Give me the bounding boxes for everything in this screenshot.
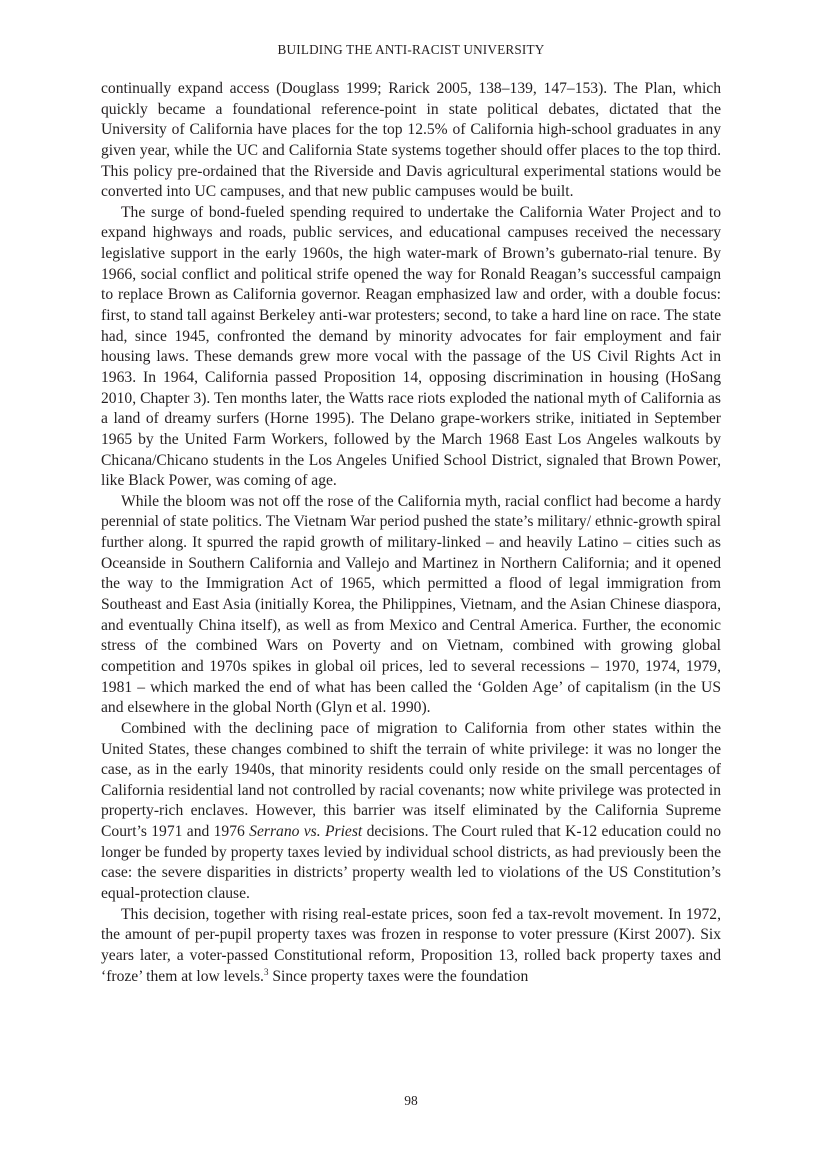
paragraph-text: decisions. The Court ruled that K-12 education could no longer be funded by property taxes levied by individual school districts, as had previously been the case: the severe disparities in districts’ property wealth led to violations of the US Constitution’s equal-protection clause. [101,823,722,902]
paragraph-text: Combined with the declining pace of migration to California from other states within the United States, these changes combined to shift the terrain of white privilege: it was no longer the case, as in the early 1940s, that minority residents could only reside on the small percentages of California residential land not controlled by racial covenants; now white privilege was protected in property-rich enclaves. However, this barrier was itself eliminated by the California Supreme Court’s 1971 and 1976 [101,719,721,841]
footnote-reference[interactable]: 3 [263,966,269,977]
paragraph-text: continually expand access (Douglass 1999; Rarick 2005, 138–139, 147–153). The Plan, which quickly became a foundational reference-point in state political debates, dictated that the University of California have places for the top 12.5% of California high-school graduates in any given year, while the UC and California State systems together should offer places to the top third. This policy pre-ordained that the Riverside and Davis agricultural experimental stations would be converted into UC campuses, and that new public campuses would be built. [101,80,721,201]
case-name-italic: Serrano vs. Priest [249,823,363,841]
paragraph-2 [101,203,721,492]
paragraph-4 [101,719,721,905]
paragraph-1 [101,79,721,203]
paragraph-5 [101,905,721,988]
paragraph-text: The surge of bond-fueled spending required to undertake the California Water Project and to expand highways and roads, public services, and educational campuses received the necessary legislative support in the early 1960s, the high water-mark of Brown’s gubernato-rial tenure. By 1966, social conflict and political strife opened the way for Ronald Reagan’s successful campaign to replace Brown as California governor. Reagan emphasized law and order, with a double focus: first, to stand tall against Berkeley anti-war protesters; second, to take a hard line on race. The state had, since 1945, confronted the demand by minority advocates for fair employment and fair housing laws. These demands grew more vocal with the passage of the US Civil Rights Act in 1963. In 1964, California passed Proposition 14, opposing discrimination in housing (HoSang 2010, Chapter 3). Ten months later, the Watts race riots exploded the national myth of California as a land of dreamy surfers (Horne 1995). The Delano grape-workers strike, initiated in September 1965 by the United Farm Workers, followed by the March 1968 East Los Angeles walkouts by Chicana/Chicano students in the Los Angeles Unified School District, signaled that Brown Power, like Black Power, was coming of age. [101,203,721,490]
paragraph-3 [101,492,721,719]
body-text [101,79,721,987]
paragraph-text: While the bloom was not off the rose of the California myth, racial conflict had become a hardy perennial of state politics. The Vietnam War period pushed the state’s military/ ethnic-growth spiral further along. It spurred the rapid growth of military-linked – and heavily Latino – cities such as Oceanside in Southern California and Vallejo and Martinez in Northern California; and it opened the way to the Immigration Act of 1965, which permitted a flood of legal immigration from Southeast and East Asia (initially Korea, the Philippines, Vietnam, and the Asian Chinese diaspora, and eventually China itself), as well as from Mexico and Central America. Further, the economic stress of the combined Wars on Poverty and on Vietnam, combined with growing global competition and 1970s spikes in global oil prices, led to several recessions – 1970, 1974, 1979, 1981 – which marked the end of what has been called the ‘Golden Age’ of capitalism (in the US and elsewhere in the global North (Glyn et al. 1990). [101,492,721,717]
running-head: BUILDING THE ANTI-RACIST UNIVERSITY [277,42,545,57]
paragraph-text: This decision, together with rising real-estate prices, soon fed a tax-revolt movement. In 1972, the amount of per-pupil property taxes was frozen in response to voter pressure (Kirst 2007). Six years later, a voter-passed Constitutional reform, Proposition 13, rolled back property taxes and ‘froze’ them at low levels. [101,905,721,985]
page-number: 98 [404,1093,418,1108]
paragraph-text: Since property taxes were the foundation [268,967,529,985]
